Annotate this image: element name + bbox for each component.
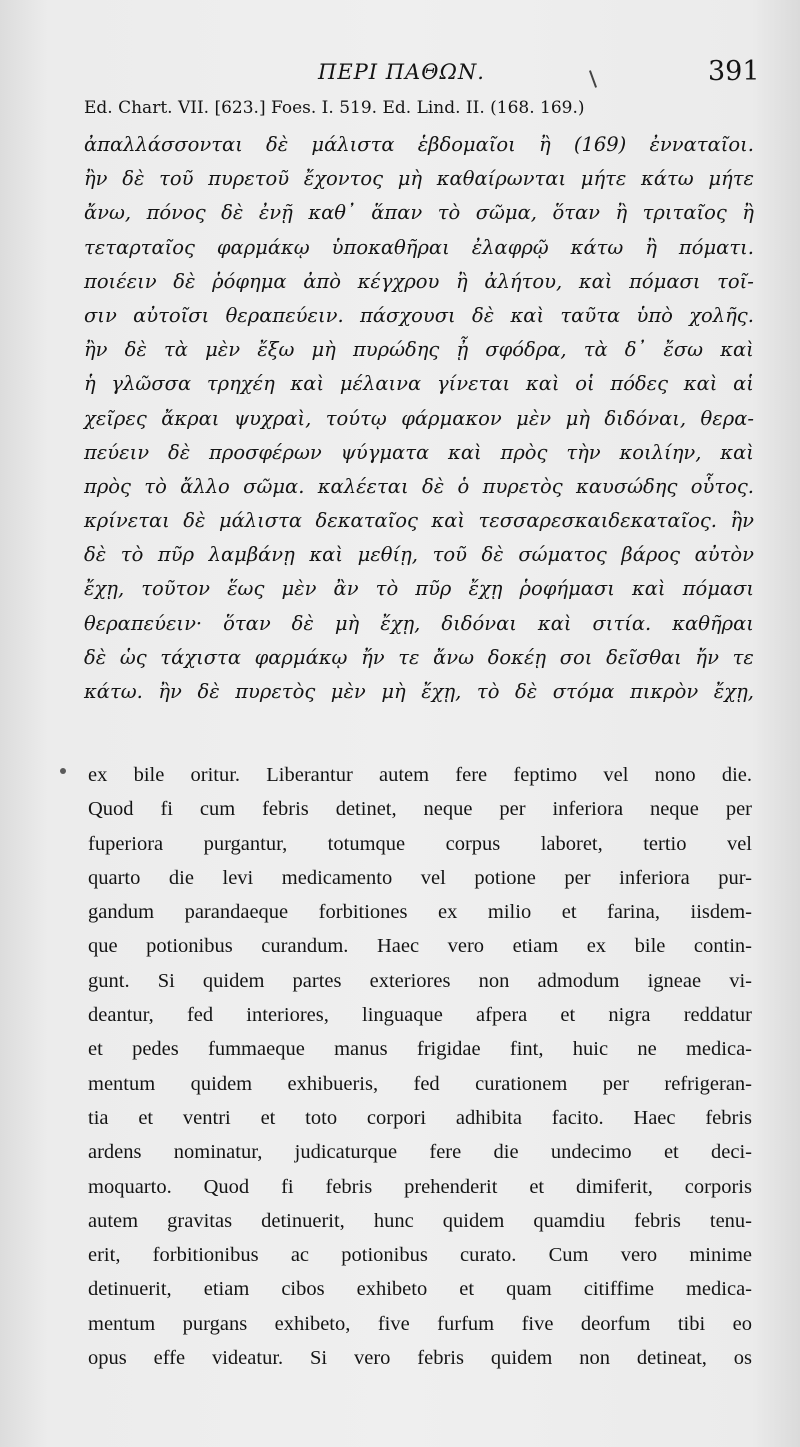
latin-text-line: gandum parandaeque forbitiones ex milio et farina, iisdem- (88, 901, 752, 924)
greek-text-line: ἀπαλλάσσονται δὲ μάλιστα ἑβδομαῖοι ἢ (169) ἐνναταῖοι. (84, 133, 754, 156)
latin-text-line: gunt. Si quidem partes exteriores non admodum igneae vi- (88, 969, 752, 992)
latin-text-line: mentum quidem exhibueris, fed curationem per refrigeran- (88, 1072, 752, 1095)
latin-text-line: fuperiora purgantur, totumque corpus laboret, tertio vel (88, 832, 752, 855)
margin-dot (60, 768, 66, 774)
page-header (0, 52, 800, 92)
edition-reference: Ed. Chart. VII. [623.] Foes. I. 519. Ed. Lind. II. (168. 169.) (84, 98, 585, 118)
greek-text-line: τεταρταῖος φαρμάκῳ ὑποκαθῆραι ἐλαφρῷ κάτω ἢ πόματι. (84, 235, 754, 259)
greek-text-line: σιν αὐτοῖσι θεραπεύειν. πάσχουσι δὲ καὶ ταῦτα ὑπὸ χολῆς. (84, 303, 754, 327)
latin-text-line: et pedes fummaeque manus frigidae fint, huic ne medica- (88, 1038, 752, 1061)
latin-text-line: que potionibus curandum. Haec vero etiam ex bile contin- (88, 935, 752, 958)
latin-text-line: Quod fi cum febris detinet, neque per inferiora neque per (88, 798, 752, 821)
latin-text-line: ex bile oritur. Liberantur autem fere feptimo vel nono die. (88, 764, 752, 786)
greek-text-line: ποιέειν δὲ ῥόφημα ἀπὸ κέγχρου ἢ ἀλήτου, καὶ πόμασι τοῖ- (84, 269, 754, 293)
running-title: ΠΕΡΙ ΠΑΘΩΝ. (318, 60, 485, 84)
greek-text-line: ἄνω, πόνος δὲ ἐνῇ καθ᾽ ἅπαν τὸ σῶμα, ὅταν ἢ τριταῖος ἢ (84, 201, 754, 225)
latin-text-line: detinuerit, etiam cibos exhibeto et quam citiffime medica- (88, 1278, 752, 1301)
latin-text-block (88, 758, 752, 1375)
greek-text-line: ἡ γλῶσσα τρηχέη καὶ μέλαινα γίνεται καὶ οἱ πόδες καὶ αἱ (84, 372, 754, 396)
latin-text-line: moquarto. Quod fi febris prehenderit et dimiferit, corporis (88, 1175, 752, 1198)
greek-text-line: κρίνεται δὲ μάλιστα δεκαταῖος καὶ τεσσαρεσκαιδεκαταῖος. ἢν (84, 509, 754, 533)
latin-text-line: tia et ventri et toto corpori adhibita facito. Haec febris (88, 1106, 752, 1129)
latin-text-line: ardens nominatur, judicaturque fere die undecimo et deci- (88, 1141, 752, 1164)
greek-text-line: κάτω. ἢν δὲ πυρετὸς μὲν μὴ ἔχῃ, τὸ δὲ στόμα πικρὸν ἔχῃ, (84, 680, 754, 703)
latin-text-line: erit, forbitionibus ac potionibus curato. Cum vero minime (88, 1244, 752, 1267)
greek-text-line: πεύειν δὲ προσφέρων ψύγματα καὶ πρὸς τὴν κοιλίην, καὶ (84, 440, 754, 464)
paper-mark (589, 70, 597, 88)
greek-text-line: ἔχῃ, τοῦτον ἕως μὲν ἂν τὸ πῦρ ἔχῃ ῥοφήμασι καὶ πόμασι (84, 577, 754, 601)
page-number: 391 (708, 56, 760, 87)
greek-text-line: ἢν δὲ τὰ μὲν ἔξω μὴ πυρώδης ᾖ σφόδρα, τὰ δ᾽ ἔσω καὶ (84, 338, 754, 362)
latin-text-line: opus effe videatur. Si vero febris quidem non detineat, os (88, 1347, 752, 1370)
latin-text-line: quarto die levi medicamento vel potione per inferiora pur- (88, 866, 752, 889)
greek-text-line: χεῖρες ἄκραι ψυχραὶ, τούτῳ φάρμακον μὲν μὴ διδόναι, θερα- (84, 406, 754, 430)
latin-text-line: autem gravitas detinuerit, hunc quidem quamdiu febris tenu- (88, 1209, 752, 1232)
greek-text-line: θεραπεύειν· ὅταν δὲ μὴ ἔχῃ, διδόναι καὶ σιτία. καθῆραι (84, 611, 754, 635)
greek-text-line: δὲ ὡς τάχιστα φαρμάκῳ ἤν τε ἄνω δοκέῃ σοι δεῖσθαι ἤν τε (84, 645, 754, 669)
greek-text-line: πρὸς τὸ ἄλλο σῶμα. καλέεται δὲ ὁ πυρετὸς καυσώδης οὗτος. (84, 474, 754, 498)
latin-text-line: deantur, fed interiores, linguaque afpera et nigra reddatur (88, 1004, 752, 1027)
greek-text-block (84, 128, 754, 709)
greek-text-line: ἢν δὲ τοῦ πυρετοῦ ἔχοντος μὴ καθαίρωνται μήτε κάτω μήτε (84, 167, 754, 191)
latin-text-line: mentum purgans exhibeto, five furfum five deorfum tibi eo (88, 1312, 752, 1335)
greek-text-line: δὲ τὸ πῦρ λαμβάνῃ καὶ μεθίῃ, τοῦ δὲ σώματος βάρος αὐτὸν (84, 543, 754, 567)
